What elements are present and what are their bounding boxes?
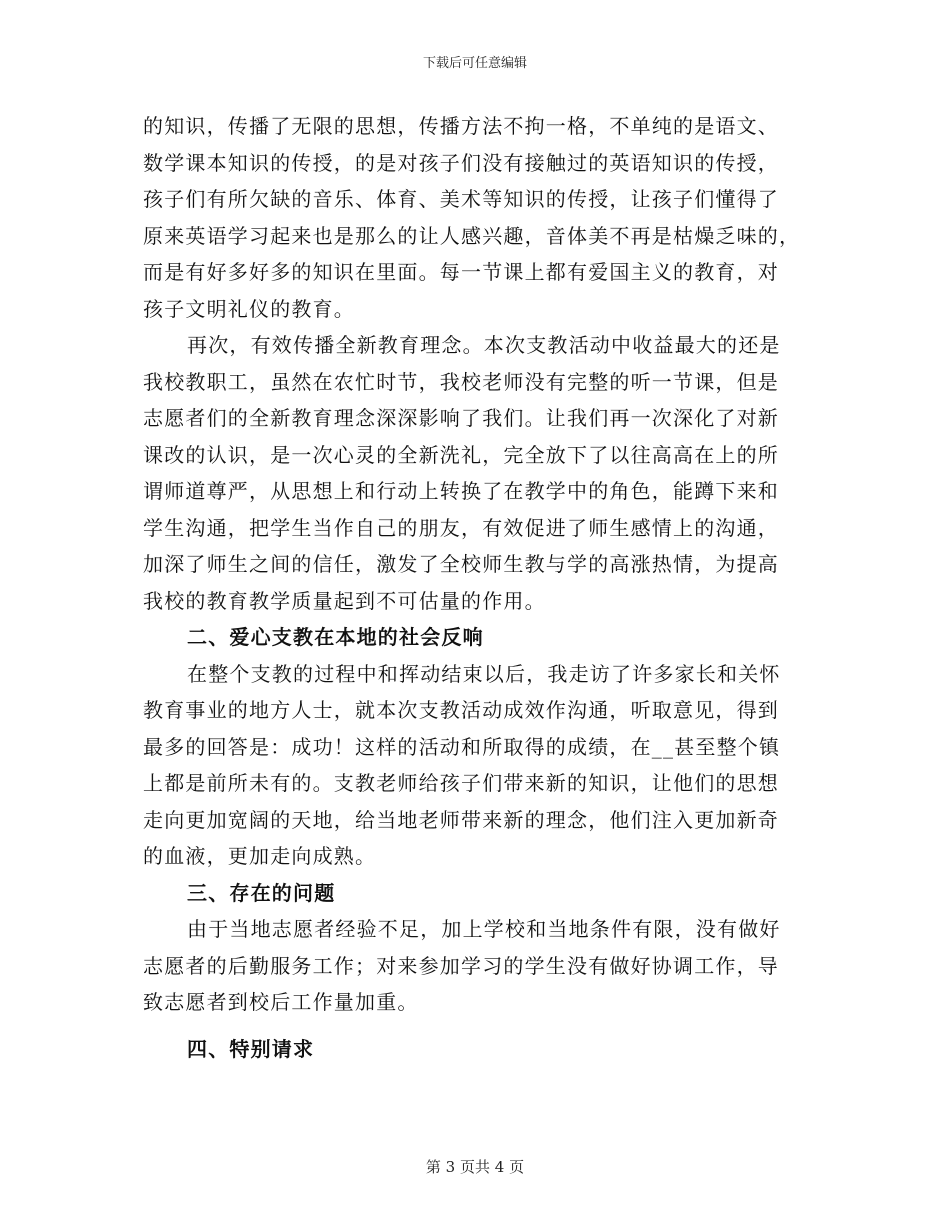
text-line: 孩子们有所欠缺的音乐、体育、美术等知识的传授，让孩子们懂得了: [143, 187, 779, 211]
page-header: 下载后可任意编辑: [422, 56, 527, 71]
text-line: 谓师道尊严，从思想上和行动上转换了在教学中的角色，能蹲下来和: [143, 479, 779, 503]
text-line: 志愿者的后勤服务工作；对来参加学习的学生没有做好协调工作，导: [143, 953, 779, 978]
text-line: 上都是前所未有的。支教老师给孩子们带来新的知识，让他们的思想: [143, 771, 779, 795]
text-line: 我校教职工，虽然在农忙时节，我校老师没有完整的听一节课，但是: [143, 369, 779, 394]
paragraph-problems: [143, 911, 808, 1021]
text-line: 原来英语学习起来也是那么的让人感兴趣，音体美不再是枯燥乏味的，: [143, 223, 801, 248]
text-line: 我校的教育教学质量起到不可估量的作用。: [143, 588, 546, 613]
text-line: 在整个支教的过程中和挥动结束以后，我走访了许多家长和关怀: [187, 661, 781, 686]
text-line: 而是有好多好多的知识在里面。每一节课上都有爱国主义的教育，对: [143, 260, 779, 284]
text-line: 学生沟通，把学生当作自己的朋友，有效促进了师生感情上的沟通，: [143, 515, 779, 540]
text-line: 课改的认识，是一次心灵的全新洗礼，完全放下了以往高高在上的所: [143, 442, 779, 467]
paragraph-continued-knowledge: [143, 108, 808, 327]
section-heading-special-request: 四、特别请求: [187, 1036, 315, 1061]
document-body: [143, 108, 808, 1067]
text-line: 数学课本知识的传授，的是对孩子们没有接触过的英语知识的传授，: [143, 150, 779, 175]
section-heading-problems: 三、存在的问题: [187, 880, 336, 905]
text-line: 加深了师生之间的信任，激发了全校师生教与学的高涨热情，为提高: [143, 552, 779, 576]
text-line: 致志愿者到校后工作量加重。: [143, 990, 419, 1014]
text-line: 的血液，更加走向成熟。: [143, 844, 377, 868]
text-line: 孩子文明礼仪的教育。: [143, 296, 355, 321]
text-line: 最多的回答是：成功！这样的活动和所取得的成绩，在__甚至整个镇: [143, 734, 781, 759]
text-line: 教育事业的地方人士，就本次支教活动成效作沟通，听取意见，得到: [143, 698, 779, 722]
page-footer: 第 3 页共 4 页: [425, 1158, 525, 1176]
text-line: 志愿者们的全新教育理念深深影响了我们。让我们再一次深化了对新: [143, 406, 779, 430]
paragraph-social-response: [143, 656, 808, 875]
text-line: 的知识，传播了无限的思想，传播方法不拘一格，不单纯的是语文、: [143, 114, 779, 138]
text-line: 再次，有效传播全新教育理念。本次支教活动中收益最大的还是: [187, 333, 781, 357]
text-line: 走向更加宽阔的天地，给当地老师带来新的理念，他们注入更加新奇: [143, 807, 779, 832]
text-line: 由于当地志愿者经验不足，加上学校和当地条件有限，没有做好: [187, 917, 781, 941]
section-heading-social-response: 二、爱心支教在本地的社会反响: [187, 625, 484, 649]
paragraph-new-education-concept: [143, 327, 808, 619]
